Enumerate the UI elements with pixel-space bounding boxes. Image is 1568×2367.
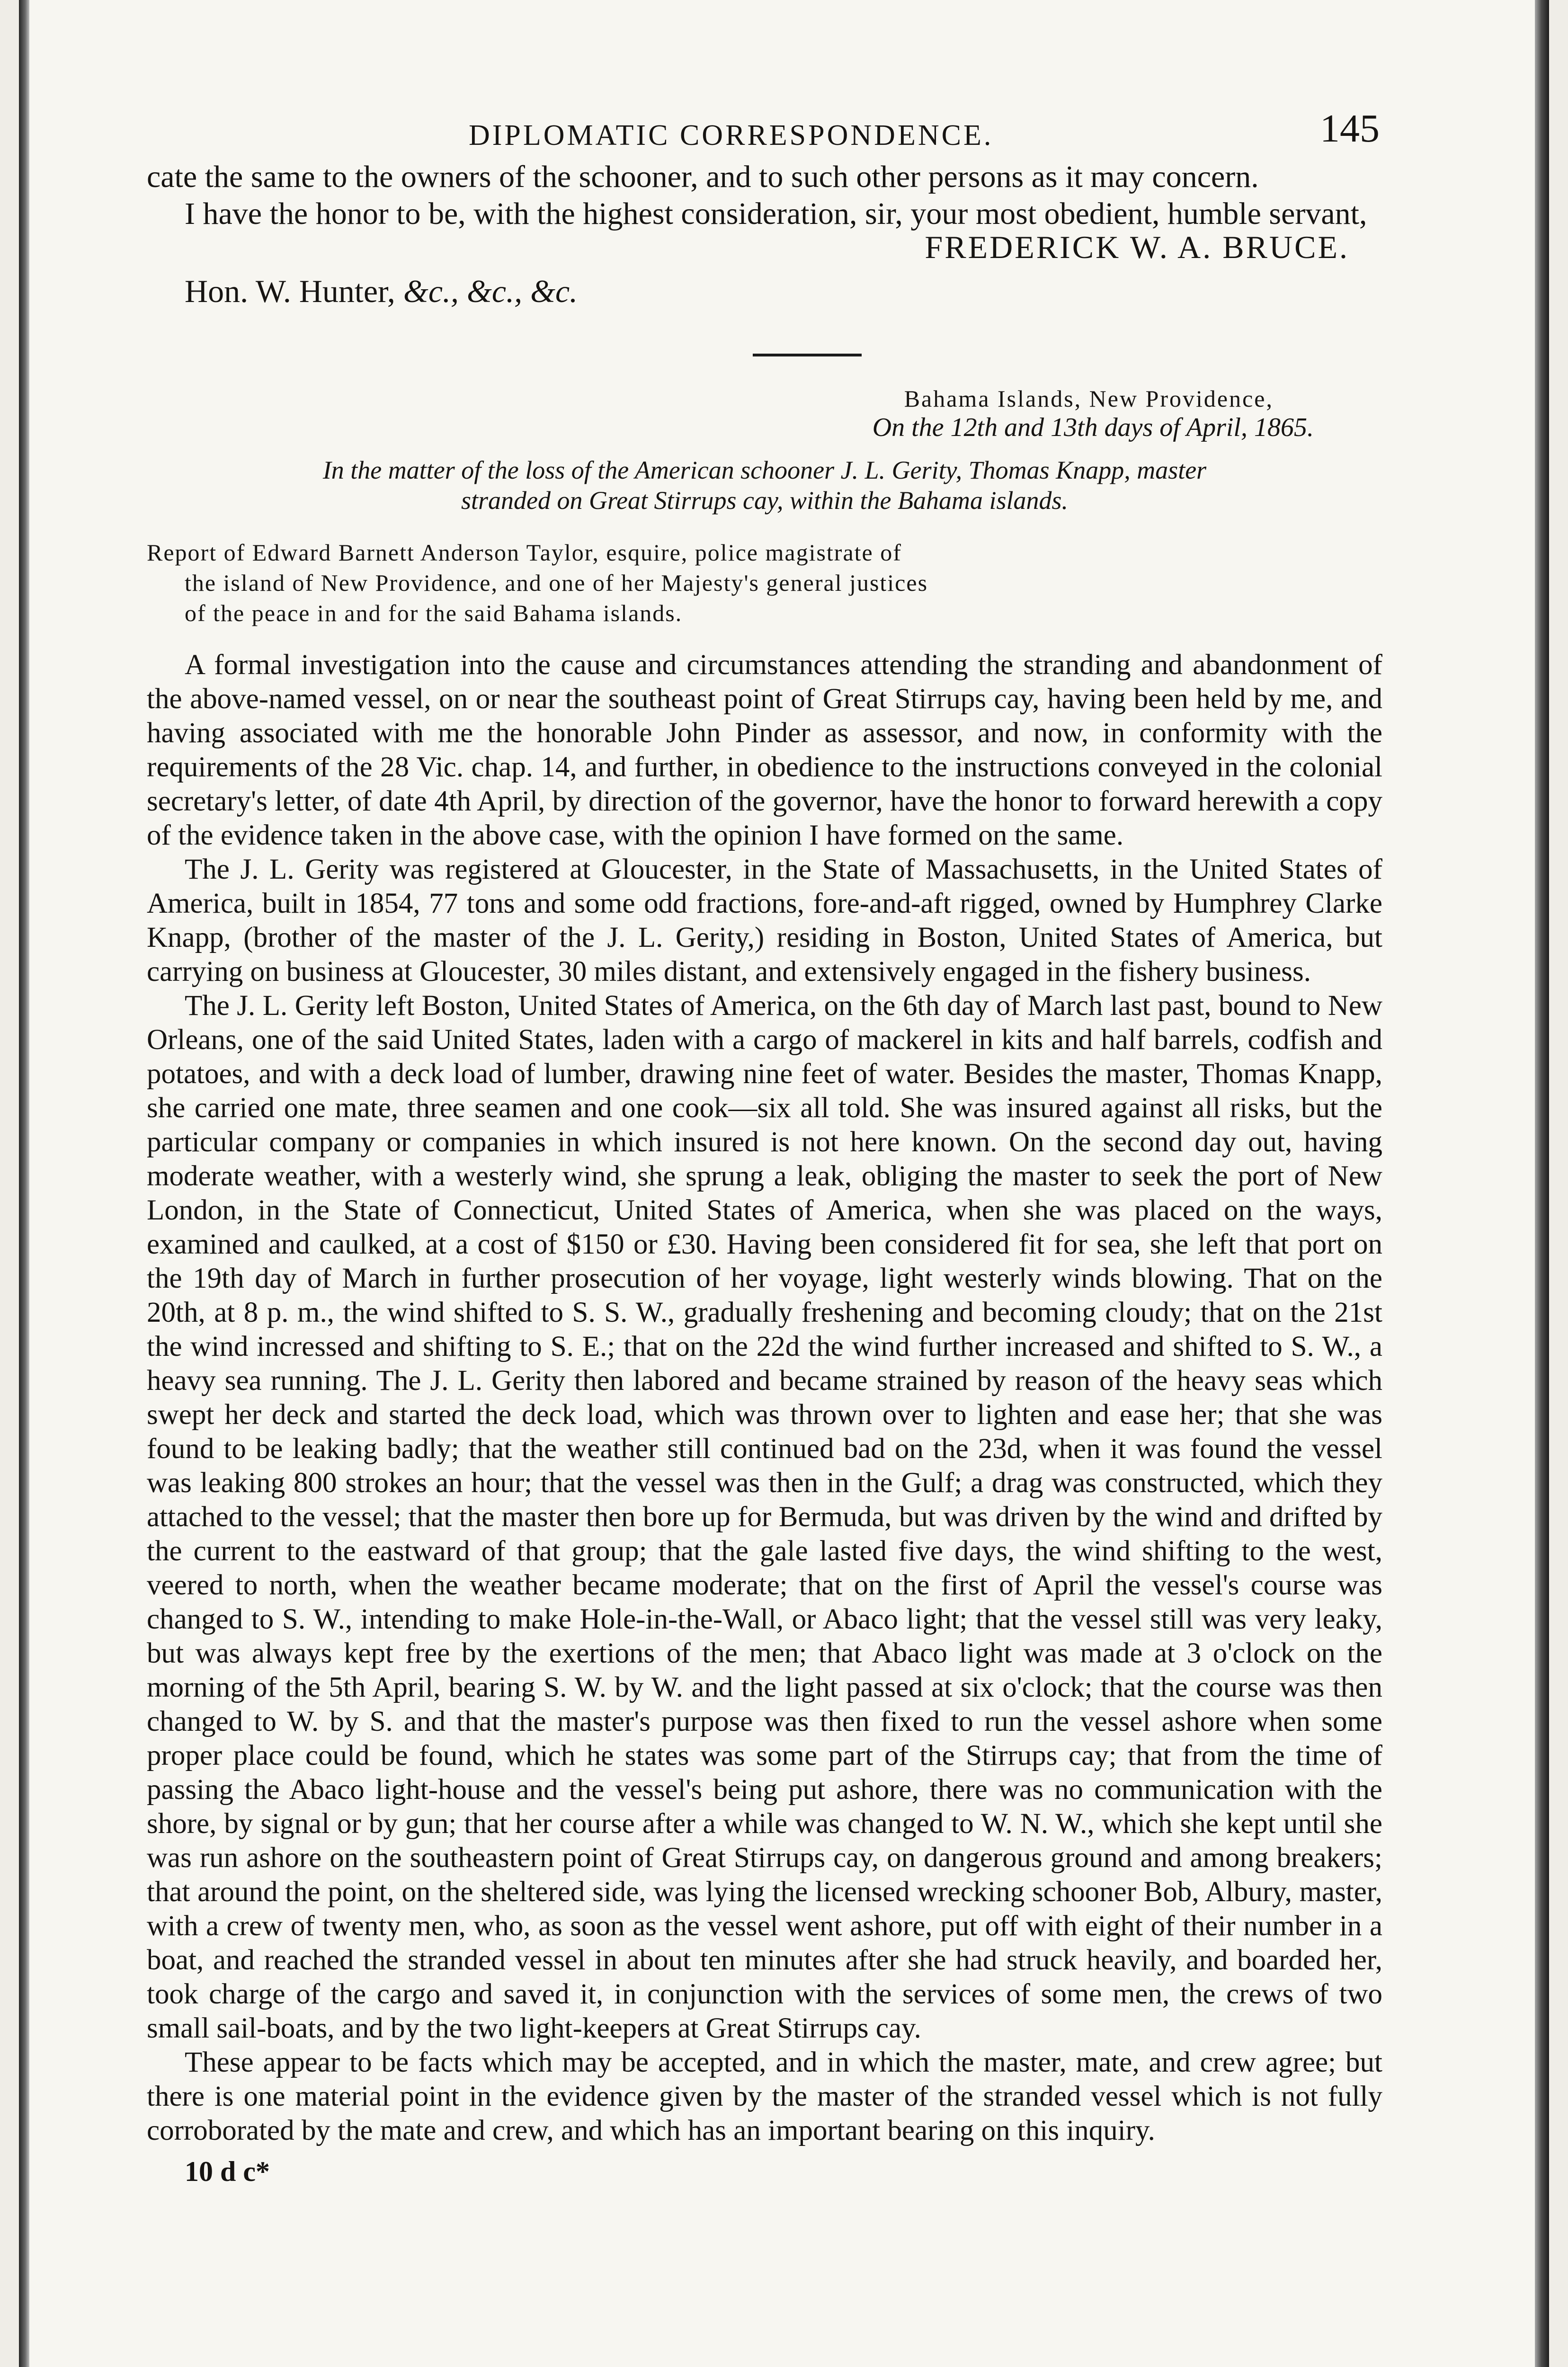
page-left-edge	[19, 0, 29, 2367]
document-page	[19, 0, 1549, 2367]
addressee-name: Hon. W. Hunter,	[185, 273, 395, 309]
running-title: DIPLOMATIC CORRESPONDENCE.	[469, 119, 994, 151]
report-paragraph: The J. L. Gerity left Boston, United States of America, on the 6th day of March last past, bound to New Orleans, one of the said United States, laden with a cargo of mackerel in kits and half barrels, codfish and potatoes, and with a deck load of lumber, drawing nine feet of water. Besides the master, Thomas Knapp, she carried one mate, three seamen and one cook—six all told. She was insured against all risks, but the particular company or companies in which insured is not here known. On the second day out, having moderate weather, with a westerly wind, she sprung a leak, obliging the master to seek the port of New London, in the State of Connecticut, United States of America, when she was placed on the ways, examined and caulked, at a cost of $150 or £30. Having been considered fit for sea, she left that port on the 19th day of March in further prosecution of her voyage, light westerly winds blowing. That on the 20th, at 8 p. m., the wind shifted to S. S. W., gradually freshening and becoming cloudy; that on the 21st the wind incressed and shifting to S. E.; that on the 22d the wind further increased and shifted to S. W., a heavy sea running. The J. L. Gerity then labored and became strained by reason of the heavy seas which swept her deck and started the deck load, which was thrown over to lighten and ease her; that she was found to be leaking badly; that the weather still continued bad on the 23d, when it was found the vessel was leaking 800 strokes an hour; that the vessel was then in the Gulf; a drag was constructed, which they attached to the vessel; that the master then bore up for Bermuda, but was driven by the wind and drifted by the current to the eastward of that group; that the gale lasted five days, the wind shifting to the west, veered to north, when the weather became moderate; that on the first of April the vessel's course was changed to S. W., intending to make Hole-in-the-Wall, or Abaco light; that the vessel still was very leaky, but was always kept free by the exertions of the men; that Abaco light was made at 3 o'clock on the morning of the 5th April, bearing S. W. by W. and the light passed at six o'clock; that the course was then changed to W. by S. and that the master's purpose was then fixed to run the vessel ashore when some proper place could be found, which he states was some part of the Stirrups cay; that from the time of passing the Abaco light-house and the vessel's being put ashore, there was no communication with the shore, by signal or by gun; that her course after a while was changed to W. N. W., which she kept until she was run ashore on the southeastern point of Great Stirrups cay, on dangerous ground and among breakers; that around the point, on the sheltered side, was lying the licensed wrecking schooner Bob, Albury, master, with a crew of twenty men, who, as soon as the vessel went ashore, put off with eight of their number in a boat, and reached the stranded vessel in about ten minutes after she had struck heavily, and boarded her, took charge of the cargo and saved it, in conjunction with the services of some men, the crews of two small sail-boats, and by the two light-keepers at Great Stirrups cay.	[147, 990, 1382, 2044]
report-heading-line: Report of Edward Barnett Anderson Taylor, esquire, police magistrate of	[147, 539, 902, 566]
report-paragraph: The J. L. Gerity was registered at Gloucester, in the State of Massachusetts, in the United States of America, built in 1854, 77 tons and some odd fractions, fore-and-aft rigged, owned by Humphrey Clarke Knapp, (brother of the master of the J. L. Gerity,) residing in Boston, United States of America, but carrying on business at Gloucester, 30 miles distant, and extensively engaged in the fishery business.	[147, 854, 1382, 988]
report-heading-line: the island of New Providence, and one of her Majesty's general justices	[185, 570, 928, 596]
page-right-edge	[1535, 0, 1549, 2367]
addressee-etc: &c., &c., &c.	[395, 273, 578, 309]
letter-signature: FREDERICK W. A. BRUCE.	[925, 229, 1349, 265]
report-paragraph: These appear to be facts which may be accepted, and in which the master, mate, and crew agree; but there is one material point in the evidence given by the master of the stranded vessel which is not fully corroborated by the mate and crew, and which has an important bearing on this inquiry.	[147, 2047, 1382, 2146]
matter-line: stranded on Great Stirrups cay, within the Bahama islands.	[461, 486, 1068, 515]
report-date: On the 12th and 13th days of April, 1865.	[872, 413, 1314, 442]
page-number: 145	[1320, 107, 1380, 151]
page-text-block	[147, 102, 1382, 2188]
report-matter	[147, 455, 1382, 516]
section-divider	[753, 354, 862, 356]
matter-line: In the matter of the loss of the American schooner J. L. Gerity, Thomas Knapp, master	[322, 456, 1207, 484]
letter-closing-line: cate the same to the owners of the schooner, and to such other persons as it may concern.	[147, 160, 1259, 194]
letter-closing	[147, 159, 1382, 310]
report-paragraph: A formal investigation into the cause and circumstances attending the stranding and abandonment of the above-named vessel, on or near the southeast point of Great Stirrups cay, having been held by me, and having associated with me the honorable John Pinder as assessor, and now, in conformity with the requirements of the 28 Vic. chap. 14, and further, in obedience to the instructions conveyed in the colonial secretary's letter, of date 4th April, by direction of the governor, have the honor to forward herewith a copy of the evidence taken in the above case, with the opinion I have formed on the same.	[147, 649, 1382, 851]
running-head	[147, 102, 1382, 159]
report-place: Bahama Islands, New Providence,	[904, 385, 1274, 412]
report-body	[147, 648, 1382, 2148]
letter-addressee	[185, 273, 1382, 310]
report-heading	[147, 537, 1382, 628]
report-heading-line: of the peace in and for the said Bahama islands.	[185, 600, 683, 626]
printer-signature-mark: 10 d c*	[185, 2156, 270, 2187]
letter-closing-line: I have the honor to be, with the highest consideration, sir, your most obedient, humble servant,	[185, 196, 1367, 231]
